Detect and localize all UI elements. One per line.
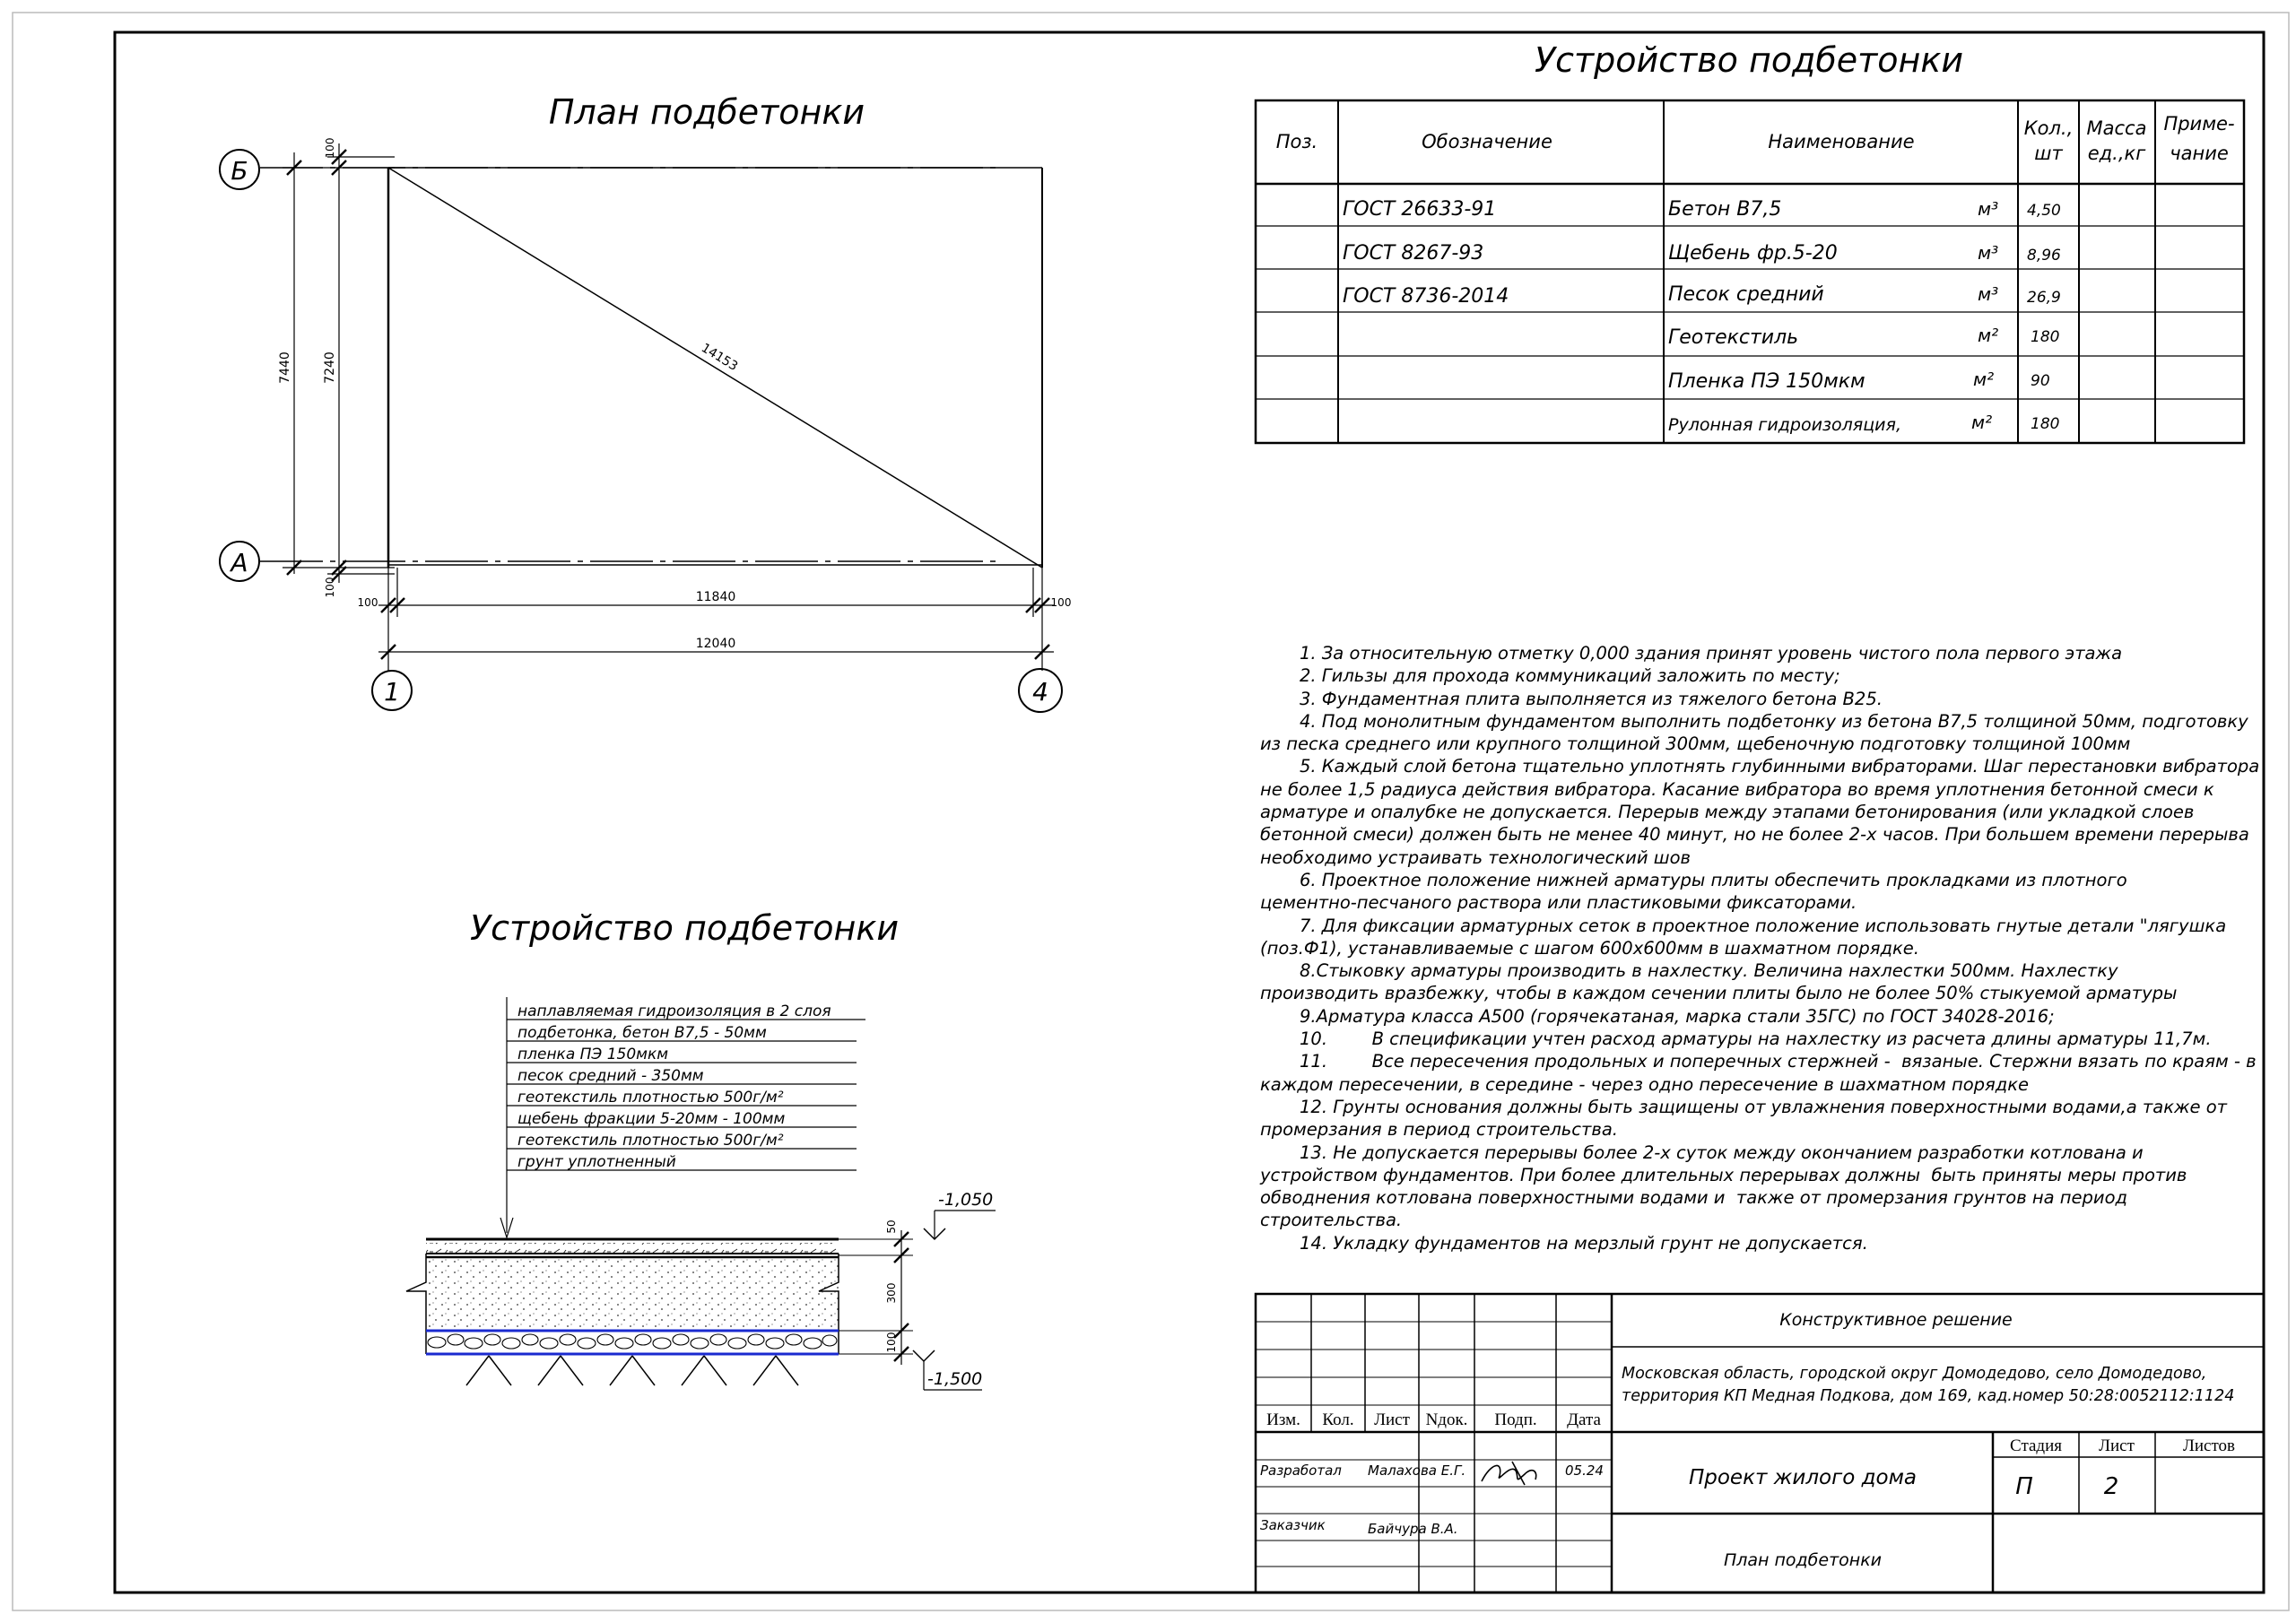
- dim-h-outer: 12040: [695, 637, 736, 651]
- svg-text:м³: м³: [1978, 242, 1999, 264]
- note-line: цементно-песчаного раствора или пластиковыми фиксаторами.: [1260, 892, 1857, 914]
- dim-diagonal: 14153: [698, 341, 741, 375]
- note-line: 3. Фундаментная плита выполняется из тяжелого бетона В25.: [1300, 688, 1883, 709]
- svg-text:геотекстиль плотностью 500г/м²: геотекстиль плотностью 500г/м²: [517, 1132, 784, 1150]
- note-line: 7. Для фиксации арматурных сеток в проектное положение использовать гнутые детали "лягушка: [1300, 915, 2227, 936]
- svg-text:ГОСТ 8267-93: ГОСТ 8267-93: [1343, 242, 1484, 265]
- note-line: не более 1,5 радиуса действия вибратора. Касание вибратора во время уплотнения бетонной смеси к: [1260, 778, 2214, 800]
- svg-text:180: 180: [2031, 415, 2060, 433]
- drawing-name: План подбетонки: [1723, 1550, 1883, 1570]
- note-line: арматуре и опалубке не допускается. Перерыв между этапами бетонирования (или укладкой слоев: [1260, 802, 2195, 823]
- note-line: обводнения котлована поверхностными водами и также от промерзания грунтов на период: [1260, 1187, 2127, 1209]
- sheet-label: Лист: [2099, 1436, 2135, 1455]
- dim-top-offset: 100: [324, 137, 336, 159]
- svg-text:Масса: Масса: [2086, 117, 2147, 139]
- note-line: необходимо устраивать технологический шов: [1260, 846, 1691, 868]
- svg-text:Приме-: Приме-: [2163, 113, 2235, 135]
- doc-type: Конструктивное решение: [1779, 1310, 2013, 1330]
- note-line: строительства.: [1260, 1210, 1403, 1231]
- note-line: 14. Укладку фундаментов на мерзлый грунт не допускается.: [1300, 1232, 1868, 1254]
- svg-text:пленка ПЭ 150мкм: пленка ПЭ 150мкм: [517, 1046, 669, 1063]
- project-name: Проект жилого дома: [1688, 1466, 1918, 1489]
- svg-text:Кол.,: Кол.,: [2023, 117, 2074, 139]
- general-notes: [1260, 642, 2260, 1254]
- dim-300: 300: [885, 1282, 898, 1304]
- dim-right-offset: 100: [1050, 596, 1072, 609]
- customer-name: Байчура В.А.: [1368, 1521, 1458, 1537]
- svg-text:ед.,кг: ед.,кг: [2087, 143, 2146, 164]
- layer-labels: [517, 1002, 831, 1171]
- diagonal-line: [388, 168, 1042, 568]
- svg-text:4,50: 4,50: [2027, 202, 2061, 220]
- sheet-value: 2: [2103, 1473, 2119, 1500]
- plan-drawing: [220, 143, 1062, 712]
- dim-v-outer: 7440: [278, 352, 292, 384]
- plan-title: План подбетонки: [548, 92, 865, 132]
- axis-b-label: Б: [230, 156, 248, 186]
- svg-text:Поз.: Поз.: [1275, 131, 1318, 152]
- developed-name: Малахова Е.Г.: [1368, 1462, 1466, 1479]
- note-line: 2. Гильзы для прохода коммуникаций заложить по месту;: [1300, 665, 1840, 687]
- dim-v-inner: 7240: [323, 352, 337, 384]
- svg-text:ГОСТ 26633-91: ГОСТ 26633-91: [1343, 198, 1497, 221]
- note-line: производить вразбежку, чтобы в каждом сечении плиты было не более 50% стыкуемой арматуры: [1260, 983, 2178, 1004]
- svg-text:8,96: 8,96: [2027, 247, 2061, 265]
- svg-text:Дата: Дата: [1567, 1410, 1601, 1429]
- svg-text:песок средний - 350мм: песок средний - 350мм: [517, 1067, 704, 1085]
- note-line: 11. Все пересечения продольных и поперечных стержней - вязаные. Стержни вязать по краям - в: [1300, 1051, 2257, 1072]
- dim-50: 50: [885, 1219, 898, 1234]
- dim-h-inner: 11840: [695, 590, 736, 604]
- title-block-columns: [1266, 1410, 1601, 1429]
- customer-label: Заказчик: [1260, 1517, 1326, 1533]
- svg-text:м³: м³: [1978, 283, 1999, 305]
- spec-title: Устройство подбетонки: [1534, 40, 1964, 80]
- svg-text:Песок средний: Песок средний: [1668, 283, 1824, 306]
- svg-text:Геотекстиль: Геотекстиль: [1668, 326, 1799, 349]
- spec-table-row: [1668, 325, 2059, 349]
- note-line: (поз.Ф1), устанавливаемые с шагом 600х600мм в шахматном порядке.: [1260, 937, 1919, 959]
- axis-a-label: А: [230, 548, 248, 577]
- level-bottom: -1,500: [927, 1369, 983, 1389]
- sheets-label: Листов: [2182, 1436, 2236, 1455]
- svg-text:Изм.: Изм.: [1266, 1410, 1300, 1429]
- svg-text:180: 180: [2031, 328, 2060, 346]
- note-line: из песка среднего или крупного толщиной 300мм, щебеночную подготовку толщиной 100мм: [1260, 733, 2131, 755]
- svg-text:наплавляемая гидроизоляция в 2: наплавляемая гидроизоляция в 2 слоя: [517, 1002, 831, 1020]
- note-line: устройством фундаментов. При более длительных перерывах должны быть приняты меры против: [1260, 1164, 2187, 1185]
- svg-text:подбетонка, бетон В7,5 - 50мм: подбетонка, бетон В7,5 - 50мм: [517, 1024, 767, 1042]
- note-line: 1. За относительную отметку 0,000 здания принят уровень чистого пола первого этажа: [1300, 643, 2123, 664]
- note-line: 8.Стыковку арматуры производить в нахлестку. Величина нахлестки 500мм. Нахлестку: [1300, 960, 2118, 982]
- svg-text:геотекстиль плотностью 500г/м²: геотекстиль плотностью 500г/м²: [517, 1089, 784, 1107]
- svg-text:м²: м²: [1971, 412, 1993, 433]
- svg-text:Лист: Лист: [1374, 1410, 1410, 1429]
- note-line: 5. Каждый слой бетона тщательно уплотнять глубинными вибраторами. Шаг перестановки вибратора: [1300, 756, 2260, 777]
- note-line: 9.Арматура класса А500 (горячекатаная, марка стали 35ГС) по ГОСТ 34028-2016;: [1300, 1005, 2055, 1027]
- note-line: 12. Грунты основания должны быть защищены от увлажнения поверхностными водами,а также от: [1300, 1096, 2228, 1117]
- axis-4-label: 4: [1032, 677, 1048, 707]
- stage-value: П: [2015, 1473, 2033, 1500]
- address-line-1: Московская область, городской округ Домодедово, село Домодедово,: [1622, 1365, 2207, 1383]
- svg-text:Подп.: Подп.: [1494, 1410, 1537, 1429]
- developed-date: 05.24: [1565, 1462, 1604, 1479]
- dim-bottom-offset: 100: [324, 577, 336, 598]
- svg-text:Кол.: Кол.: [1322, 1410, 1354, 1429]
- spec-table-header: [1276, 113, 2235, 164]
- level-top: -1,050: [938, 1190, 994, 1210]
- svg-text:Обозначение: Обозначение: [1422, 131, 1552, 152]
- spec-table-row: [1343, 242, 2061, 265]
- address-line-2: территория КП Медная Подкова, дом 169, кад.номер 50:28:0052112:1124: [1622, 1387, 2235, 1405]
- svg-text:90: 90: [2031, 372, 2050, 390]
- svg-text:Щебень фр.5-20: Щебень фр.5-20: [1668, 242, 1838, 265]
- note-line: 10. В спецификации учтен расход арматуры на нахлестку из расчета длины арматуры 11,7м.: [1300, 1028, 2212, 1050]
- svg-text:26,9: 26,9: [2027, 289, 2061, 307]
- svg-text:щебень фракции 5-20мм - 100мм: щебень фракции 5-20мм - 100мм: [517, 1110, 786, 1128]
- dim-100: 100: [885, 1332, 898, 1353]
- note-line: 4. Под монолитным фундаментом выполнить подбетонку из бетона В7,5 толщиной 50мм, подготовку: [1300, 710, 2248, 732]
- spec-table-row: [1343, 198, 2061, 221]
- svg-text:Наименование: Наименование: [1768, 131, 1915, 152]
- svg-text:Рулонная гидроизоляция,: Рулонная гидроизоляция,: [1668, 415, 1901, 435]
- svg-text:Nдок.: Nдок.: [1425, 1410, 1468, 1429]
- svg-text:грунт уплотненный: грунт уплотненный: [517, 1153, 676, 1171]
- signature-icon: [1482, 1462, 1536, 1485]
- svg-text:ГОСТ 8736-2014: ГОСТ 8736-2014: [1343, 285, 1509, 308]
- svg-text:м³: м³: [1978, 198, 1999, 220]
- spec-table-row: [1668, 412, 2059, 435]
- svg-text:м²: м²: [1978, 325, 1999, 346]
- section-drawing: [406, 1211, 996, 1390]
- stage-label: Стадия: [2010, 1436, 2062, 1455]
- svg-text:чание: чание: [2170, 143, 2229, 164]
- dim-left-offset: 100: [357, 596, 378, 609]
- axis-1-label: 1: [384, 677, 400, 707]
- note-line: бетонной смеси) должен быть не менее 40 минут, но не более 2-х часов. При большем времени перерыва: [1260, 824, 2249, 846]
- svg-text:м²: м²: [1973, 369, 1995, 390]
- note-line: 6. Проектное положение нижней арматуры плиты обеспечить прокладками из плотного: [1300, 869, 2127, 890]
- note-line: 13. Не допускается перерывы более 2-х суток между окончанием разработки котлована и: [1300, 1141, 2144, 1163]
- section-title: Устройство подбетонки: [469, 908, 900, 948]
- svg-text:Пленка ПЭ 150мкм: Пленка ПЭ 150мкм: [1668, 370, 1866, 393]
- svg-text:шт: шт: [2034, 143, 2063, 164]
- spec-table-row: [1343, 283, 2061, 308]
- note-line: каждом пересечении, в середине - через одно пересечение в шахматном порядке: [1260, 1073, 2029, 1095]
- developed-label: Разработал: [1260, 1462, 1342, 1479]
- note-line: промерзания в период строительства.: [1260, 1119, 1619, 1141]
- spec-table-row: [1668, 369, 2050, 393]
- svg-text:Бетон В7,5: Бетон В7,5: [1668, 198, 1782, 221]
